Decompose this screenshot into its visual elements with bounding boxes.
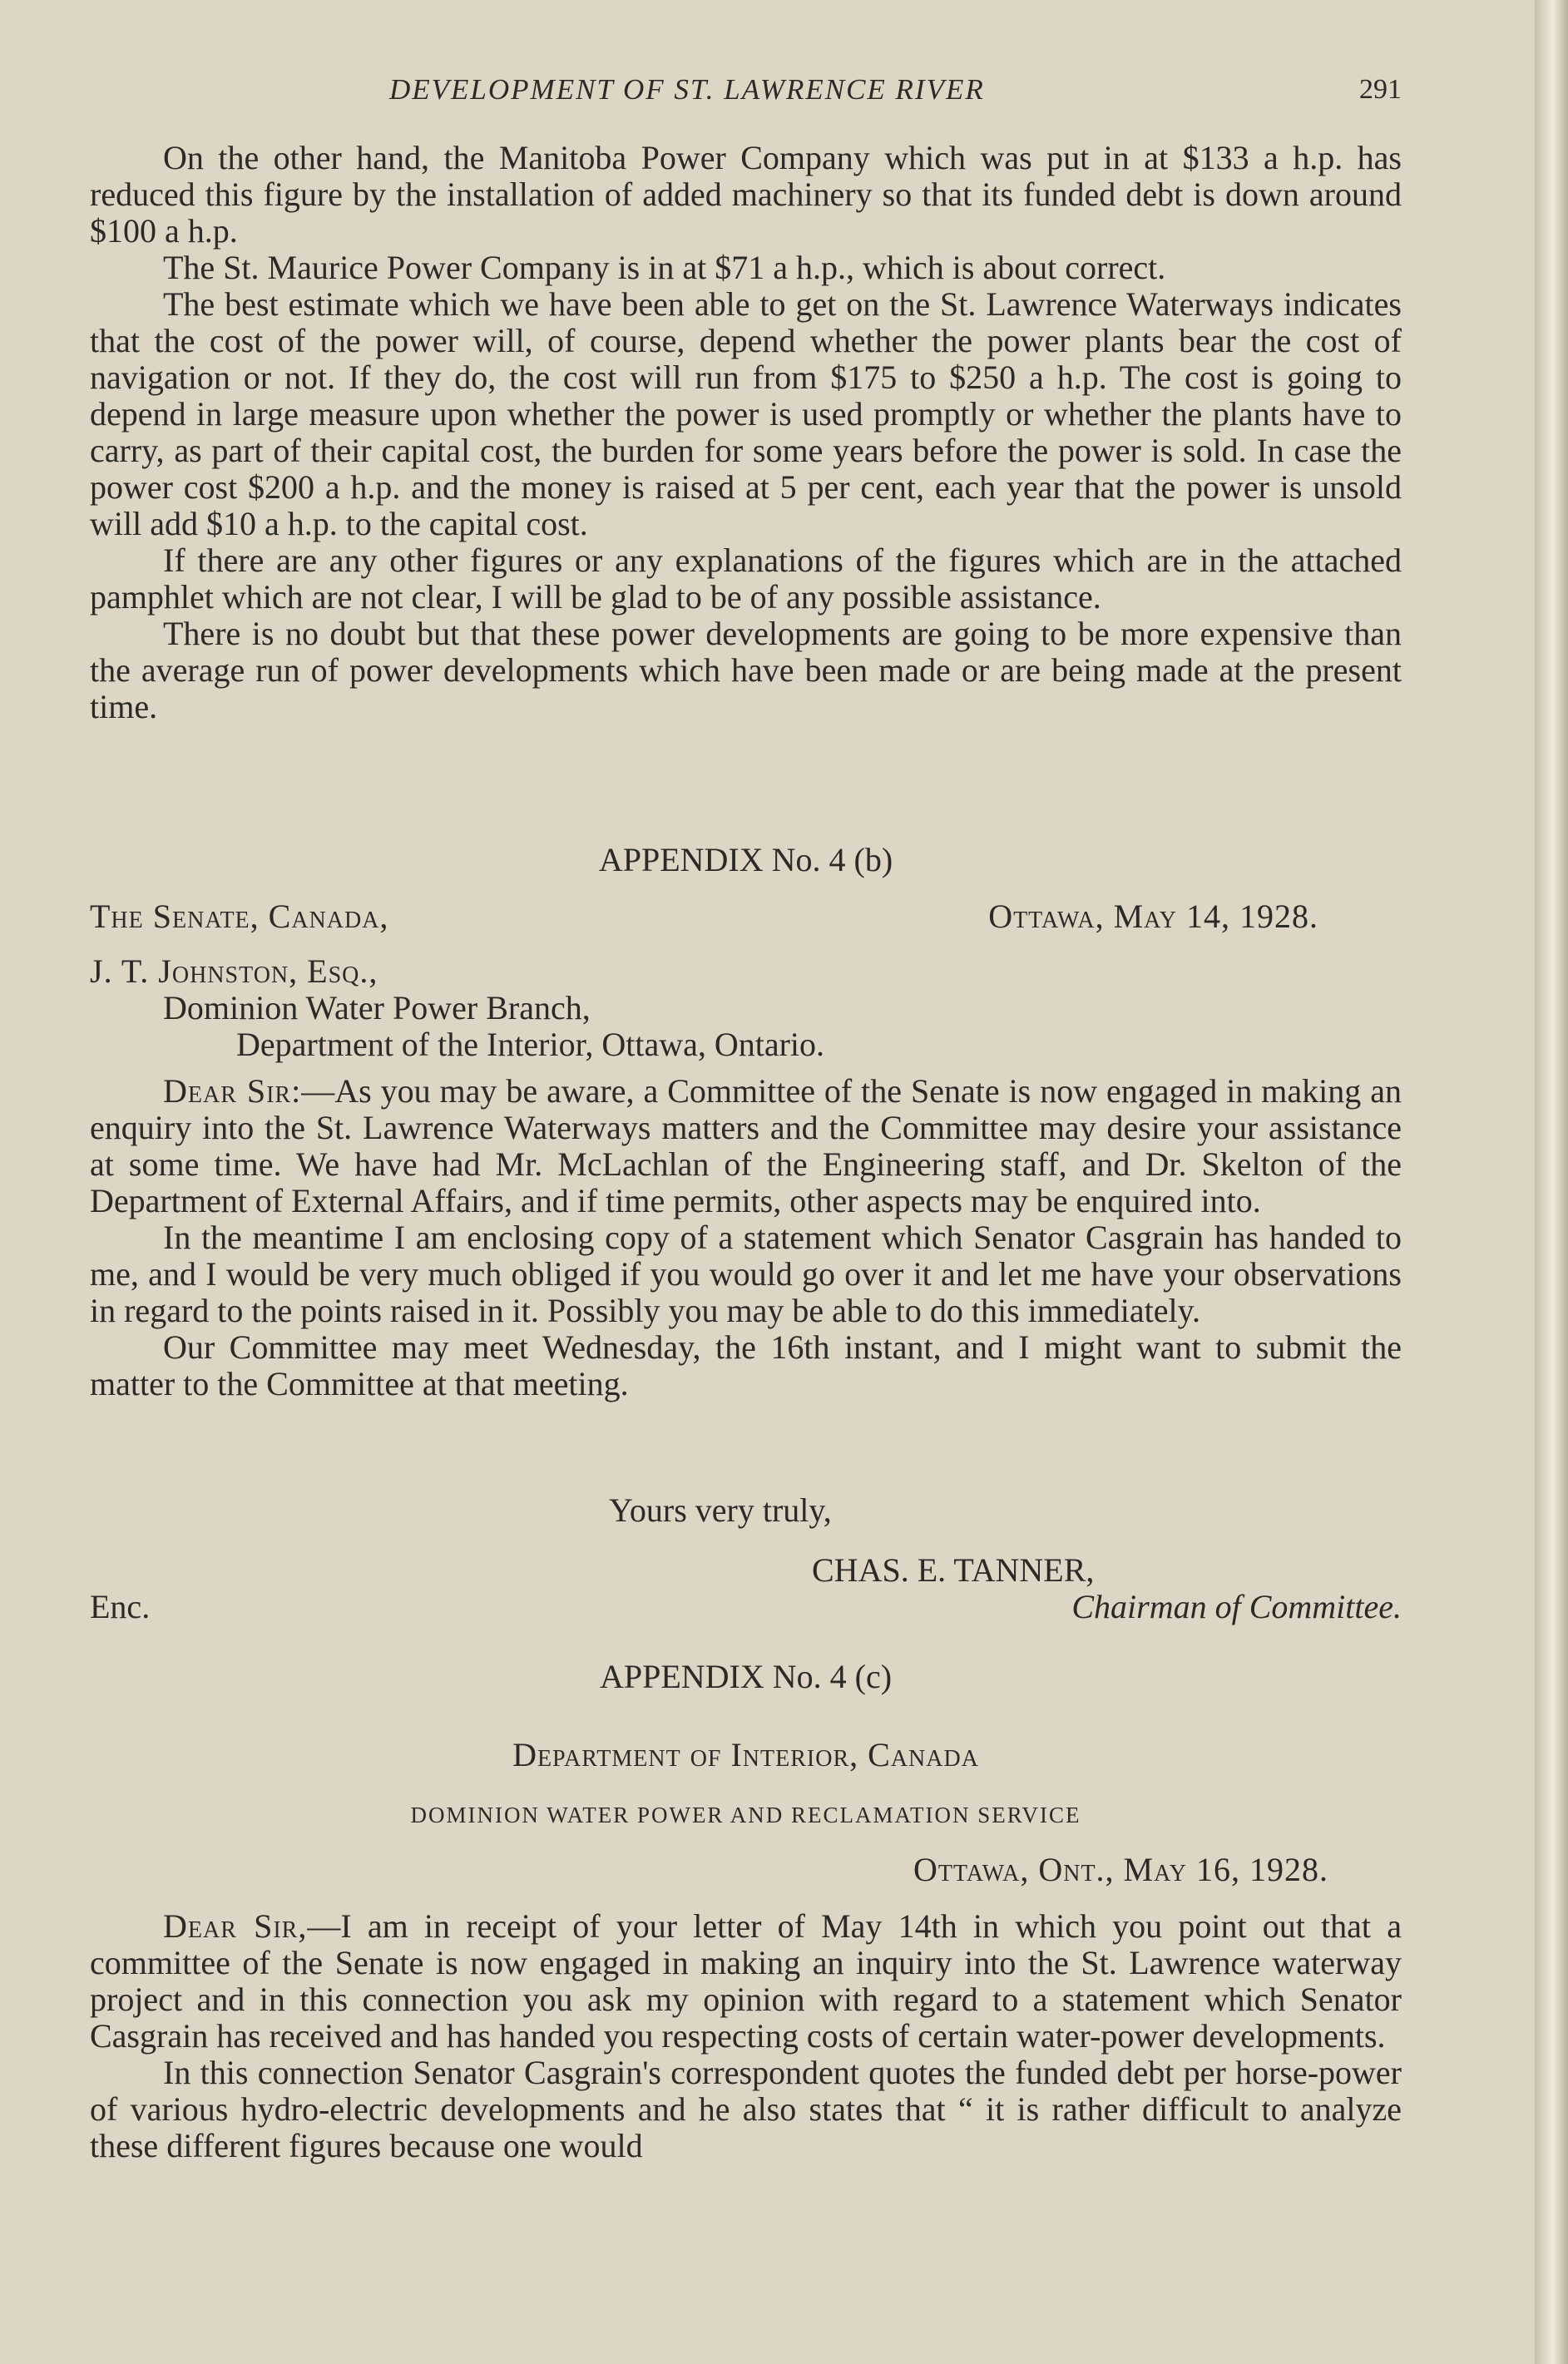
department-line — [90, 1737, 1402, 1773]
paragraph-text: —As you may be aware, a Committee of the Senate is now engaged in making an enquiry into the St. Lawrence Waterways matters and the Committee may desire your assistance at some time. We have had Mr. McLachlan of the Engineering staff, and Dr. Skelton of the Department of External Affairs, and if time permits, other aspects may be enquired into. — [90, 1072, 1402, 1219]
running-head-title: DEVELOPMENT OF ST. LAWRENCE RIVER — [389, 73, 985, 106]
paragraph: Our Committee may meet Wednesday, the 16th instant, and I might want to submit the matter to the Committee at that meeting. — [90, 1328, 1402, 1402]
signature: CHAS. E. TANNER, — [812, 1551, 1095, 1589]
service: DOMINION WATER POWER AND RECLAMATION SERVICE — [410, 1803, 1081, 1827]
paragraph: There is no doubt but that these power developments are going to be more expensive than the average run of power developments which have been made or are being made at the present time. — [90, 615, 1402, 725]
paragraph: On the other hand, the Manitoba Power Company which was put in at $133 a h.p. has reduced this figure by the installation of added machinery so that its funded debt is down around $100 a h.p. — [90, 139, 1402, 250]
dateline: Ottawa, May 14, 1928. — [988, 898, 1318, 935]
appendix-c-heading: APPENDIX No. 4 (c) — [599, 1658, 893, 1695]
paragraph — [90, 1073, 1402, 1219]
address-block — [90, 953, 1402, 1063]
running-head — [90, 72, 1402, 115]
appendix-b-letterhead — [90, 898, 1402, 935]
salutation: Dear Sir: — [163, 1072, 302, 1110]
paragraph: If there are any other figures or any explanations of the figures which are in the attached pamphlet which are not clear, I will be glad to be of any possible assistance. — [90, 542, 1402, 616]
appendix-b-body — [90, 1073, 1402, 1402]
appendix-b — [90, 842, 1402, 878]
dateline: Ottawa, Ont., May 16, 1928. — [913, 1851, 1328, 1888]
appendix-c-dateline — [90, 1852, 1402, 1888]
appendix-c-body — [90, 1908, 1402, 2164]
department: Department of Interior, Canada — [512, 1736, 979, 1773]
signature-block — [90, 1552, 1402, 1625]
closing-block — [90, 1492, 1402, 1529]
book-gutter — [1535, 0, 1568, 2364]
paragraph: In this connection Senator Casgrain's correspondent quotes the funded debt per horse-power of various hydro-electric developments and he also states that “ it is rather difficult to analyze these different figures because one would — [90, 2054, 1402, 2164]
address-line: Dominion Water Power Branch, — [163, 989, 591, 1026]
paragraph: The St. Maurice Power Company is in at $71 a h.p., which is about correct. — [163, 249, 1166, 286]
addressee: J. T. Johnston, Esq., — [90, 952, 378, 990]
salutation: Dear Sir, — [163, 1907, 308, 1945]
paragraph: The best estimate which we have been able to get on the St. Lawrence Waterways indicates that the cost of the power will, of course, depend whether the power plants bear the cost of navigation or not. If they do, the cost will run from $175 to $250 a h.p. The cost is going to depend in large measure upon whether the power is used promptly or whether the plants have to carry, as part of their capital cost, the burden for some years before the power is sold. In case the power cost $200 a h.p. and the money is raised at 5 per cent, each year that the power is unsold will add $10 a h.p. to the capital cost. — [90, 285, 1402, 542]
enclosure: Enc. — [90, 1588, 151, 1625]
paragraph-text: —I am in receipt of your letter of May 14th in which you point out that a committee of the Senate is now engaged in making an inquiry into the St. Lawrence waterway project and in this connection you ask my opinion with regard to a statement which Senator Casgrain has received and has handed you respecting costs of certain water-power developments. — [90, 1907, 1402, 2055]
address-line: Department of the Interior, Ottawa, Ontario. — [236, 1026, 825, 1063]
paragraph: In the meantime I am enclosing copy of a statement which Senator Casgrain has handed to me, and I would be very much obliged if you would go over it and let me have your observations in regard to the points raised in it. Possibly you may be able to do this immediately. — [90, 1219, 1402, 1329]
page-number: 291 — [1359, 74, 1402, 105]
closing: Yours very truly, — [609, 1491, 832, 1529]
signature-title: Chairman of Committee. — [1071, 1588, 1402, 1625]
appendix-b-heading: APPENDIX No. 4 (b) — [598, 841, 893, 878]
appendix-c — [90, 1659, 1402, 1695]
service-line — [90, 1797, 1402, 1833]
sender: The Senate, Canada, — [90, 898, 389, 935]
intro-text — [90, 140, 1402, 725]
paragraph — [90, 1908, 1402, 2055]
